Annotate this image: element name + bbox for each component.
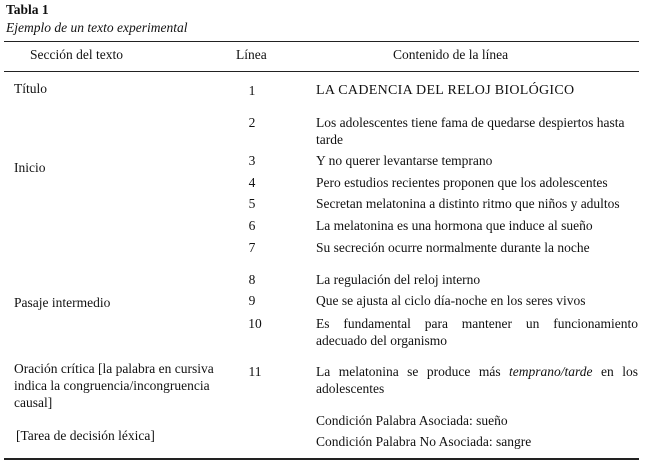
header-content: Contenido de la línea bbox=[393, 47, 509, 62]
line-number: 8 bbox=[248, 272, 256, 287]
line-content: Su secreción ocurre normalmente durante la noche bbox=[316, 240, 590, 255]
line-number: 10 bbox=[248, 316, 262, 331]
line-content: La regulación del reloj interno bbox=[316, 272, 481, 287]
line-number: 1 bbox=[248, 83, 256, 98]
top-rule bbox=[4, 41, 639, 42]
line-number: 2 bbox=[248, 115, 256, 130]
line-content-critical bbox=[316, 363, 638, 397]
section-pasaje: Pasaje intermedio bbox=[14, 295, 111, 310]
table-title: Tabla 1 bbox=[6, 2, 49, 17]
line-number: 5 bbox=[248, 196, 256, 211]
line-number: 9 bbox=[248, 293, 256, 308]
line-content: Y no querer levantarse temprano bbox=[316, 153, 493, 168]
line-content: LA CADENCIA DEL RELOJ BIOLÓGICO bbox=[316, 83, 575, 98]
line-content: La melatonina es una hormona que induce al sueño bbox=[316, 218, 593, 233]
header-section: Sección del texto bbox=[30, 47, 123, 62]
section-tarea: [Tarea de decisión léxica] bbox=[16, 428, 155, 443]
header-rule bbox=[4, 71, 639, 72]
line-content: Que se ajusta al ciclo día-noche en los seres vivos bbox=[316, 293, 586, 308]
header-line: Línea bbox=[236, 47, 267, 62]
line-content: Los adolescentes tiene fama de quedarse despiertos hasta tarde bbox=[316, 115, 625, 147]
line-number: 3 bbox=[248, 153, 256, 168]
line-number: 6 bbox=[248, 218, 256, 233]
critical-text-post: en los adolescentes bbox=[316, 364, 638, 396]
section-critica: Oración crítica [la palabra en cursiva indica la congruencia/incongruencia causal] bbox=[14, 361, 214, 410]
line-content: Pero estudios recientes proponen que los adolescentes bbox=[316, 175, 608, 190]
line-number: 7 bbox=[248, 240, 256, 255]
condition-associated: Condición Palabra Asociada: sueño bbox=[316, 413, 508, 428]
line-number: 11 bbox=[248, 364, 262, 379]
line-number: 4 bbox=[248, 175, 256, 190]
critical-text-pre: La melatonina se produce más bbox=[316, 364, 510, 379]
line-content: Secretan melatonina a distinto ritmo que niños y adultos bbox=[316, 196, 620, 211]
line-content: Es fundamental para mantener un funcionamiento adecuado del organismo bbox=[316, 316, 638, 348]
section-titulo: Título bbox=[14, 81, 47, 96]
condition-not-associated: Condición Palabra No Asociada: sangre bbox=[316, 434, 532, 449]
table-subtitle: Ejemplo de un texto experimental bbox=[6, 20, 188, 35]
section-inicio: Inicio bbox=[14, 160, 46, 175]
bottom-rule bbox=[4, 458, 639, 460]
critical-text-italic: temprano/tarde bbox=[509, 364, 593, 379]
